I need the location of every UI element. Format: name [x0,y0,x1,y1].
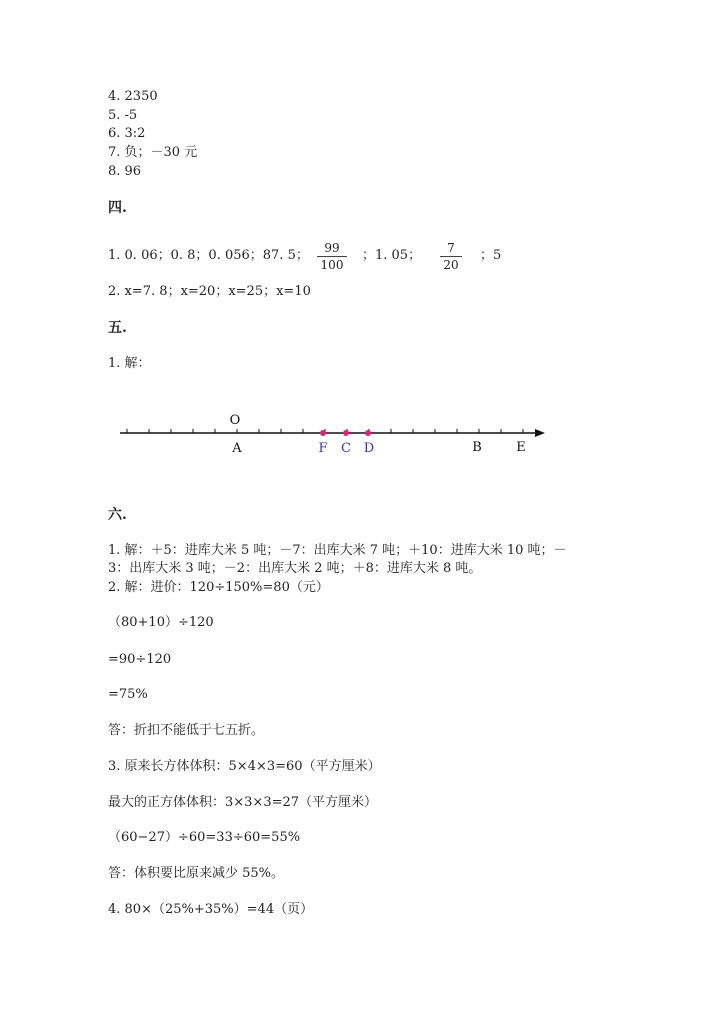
section-4-q2: 2. x=7. 8；x=20；x=25；x=10 [108,284,311,299]
answer-line-7: 7. 负；－30 元 [108,145,198,160]
section-6-line: 2. 解：进价：120÷150%=80（元） [108,580,329,595]
answer-line-4: 4. 2350 [108,89,158,104]
section-6-line: 答：体积要比原来减少 55%。 [108,866,285,881]
section-6-heading: 六. [108,507,127,523]
fraction-denominator: 100 [320,258,344,272]
label-e: E [516,440,526,455]
answer-line-5: 5. -5 [108,108,138,123]
section-6-line: （60−27）÷60=33÷60=55% [108,830,301,845]
fraction-7-20 [440,241,462,272]
section-6-line: 4. 80×（25%+35%）=44（页） [108,902,314,917]
label-f: F [318,441,328,456]
point-c-dot [343,430,349,436]
section-6-line: 3：出库大米 3 吨；－2：出库大米 2 吨；＋8：进库大米 8 吨。 [108,561,482,576]
fraction-bar [440,256,462,257]
section-6-line: 1. 解：＋5：进库大米 5 吨；－7：出库大米 7 吨；＋10：进库大米 10 吨；－ [108,543,567,558]
fraction-bar [317,256,347,257]
point-f-dot [320,430,326,436]
section-6-line: 3. 原来长方体体积：5×4×3=60（平方厘米） [108,759,381,774]
number-line [0,405,720,465]
section-6-line: =90÷120 [108,652,172,667]
label-a: A [232,441,242,456]
point-d-dot [365,430,371,436]
label-c: C [341,441,351,456]
answer-line-6: 6. 3:2 [108,126,146,141]
section-6-line: 最大的正方体体积：3×3×3=27（平方厘米） [108,795,378,810]
section-4-q1-part-c: ；5 [480,248,502,263]
label-d: D [363,441,375,456]
fraction-denominator: 20 [443,258,459,272]
label-b: B [472,440,482,455]
section-4-q1-part-a: 1. 0. 06；0. 8；0. 056；87. 5； [108,248,309,263]
section-5-heading: 五. [108,320,127,336]
section-6-line: =75% [108,687,148,702]
section-6-line: 答：折扣不能低于七五折。 [108,723,265,738]
section-6-line: （80+10）÷120 [108,615,214,630]
section-4-heading: 四. [108,200,127,216]
fraction-numerator: 7 [447,241,455,255]
fraction-numerator: 99 [324,241,340,255]
label-o: O [229,413,241,428]
section-5-q1: 1. 解： [108,356,151,371]
fraction-99-100 [317,241,347,272]
section-4-q1-part-b: ；1. 05； [362,248,422,263]
answer-line-8: 8. 96 [108,164,142,179]
number-line-arrow-icon [535,429,545,437]
